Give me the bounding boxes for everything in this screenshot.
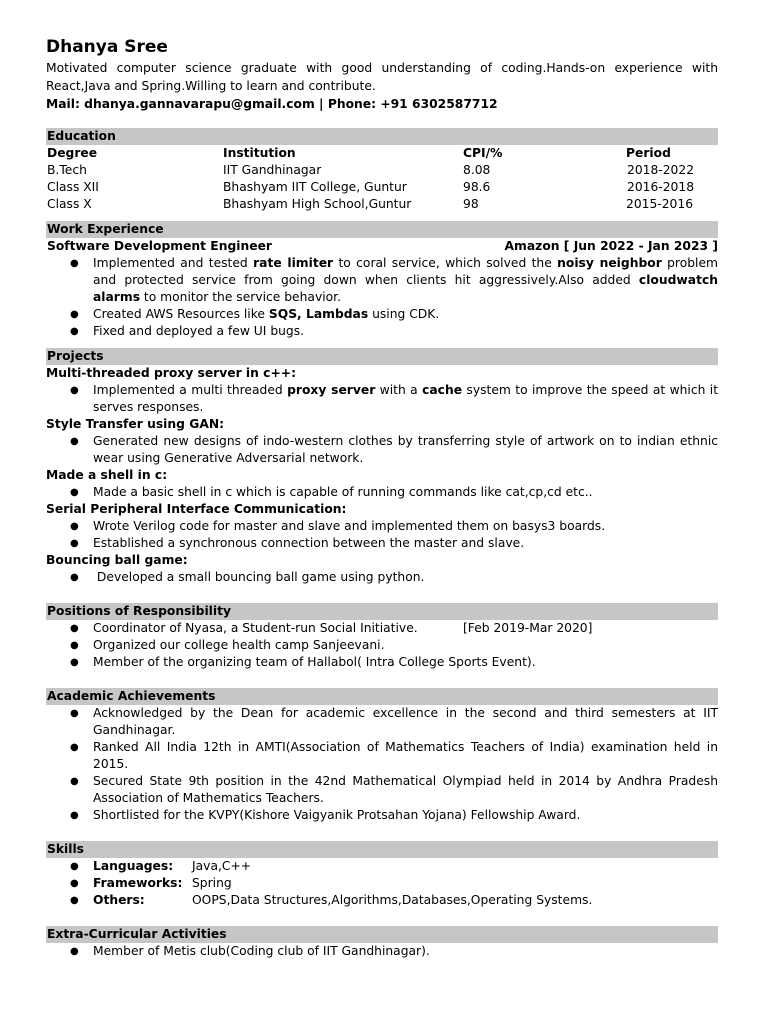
skills-heading: Skills — [46, 841, 718, 858]
col-institution: Institution — [223, 146, 296, 160]
achievement-text: Shortlisted for the KVPY(Kishore Vaigyanik Protsahan Yojana) Fellowship Award. — [93, 808, 581, 822]
bullet-icon: ● — [70, 521, 79, 532]
achievements-heading: Academic Achievements — [46, 688, 718, 705]
extracurricular-heading: Extra-Curricular Activities — [46, 926, 718, 943]
period-cell: 2018-2022 — [627, 163, 695, 177]
project-bullet-text: Developed a small bouncing ball game using python. — [93, 570, 425, 584]
education-row — [46, 196, 718, 213]
work-role-row — [46, 238, 718, 255]
list-item — [46, 518, 718, 535]
period-cell: 2016-2018 — [627, 180, 695, 194]
education-section — [46, 128, 718, 213]
summary-text: Motivated computer science graduate with good understanding of coding.Hands-on experience with React,Java and Spring.Willing to learn and contribute. — [46, 61, 718, 93]
bullet-icon: ● — [70, 895, 79, 906]
education-heading: Education — [46, 128, 718, 145]
project-bullet-rich: Implemented a multi threaded proxy server with a cache system to improve the speed at which it serves responses. — [93, 383, 719, 414]
list-item — [46, 637, 718, 654]
bullet-icon: ● — [70, 878, 79, 889]
list-item — [46, 306, 718, 323]
project-bullets — [46, 484, 718, 501]
skill-value: Java,C++ — [192, 859, 252, 873]
activity-text: Member of Metis club(Coding club of IIT Gandhinagar). — [93, 944, 430, 958]
list-item — [46, 433, 718, 467]
extracurricular-section — [46, 926, 718, 960]
col-cpi: CPI/% — [463, 146, 503, 160]
list-item — [46, 255, 718, 306]
institution-cell: Bhashyam IIT College, Guntur — [223, 180, 407, 194]
work-bullet-rich: Implemented and tested rate limiter to coral service, which solved the noisy neighbor problem and protected service from going down when clients hit aggressively.Also added cloudwatch alarms to monitor the service behavior. — [93, 256, 719, 304]
bullet-icon: ● — [70, 657, 79, 668]
skill-label: Others: — [93, 893, 145, 907]
list-item — [46, 620, 718, 637]
skill-value: OOPS,Data Structures,Algorithms,Databases,Operating Systems. — [192, 893, 593, 907]
project-title: Serial Peripheral Interface Communication: — [46, 502, 347, 516]
work-bullet-text: Fixed and deployed a few UI bugs. — [93, 324, 305, 338]
project-bullet-text: Wrote Verilog code for master and slave and implemented them on basys3 boards. — [93, 519, 606, 533]
list-item — [46, 875, 718, 892]
cpi-cell: 98 — [463, 197, 479, 211]
work-heading: Work Experience — [46, 221, 718, 238]
skill-value: Spring — [192, 876, 232, 890]
degree-cell: Class XII — [47, 180, 99, 194]
bullet-icon: ● — [70, 946, 79, 957]
project-title: Multi-threaded proxy server in c++: — [46, 366, 296, 380]
position-text: Organized our college health camp Sanjeevani. — [93, 638, 385, 652]
list-item — [46, 382, 718, 416]
contact-line: Mail: dhanya.gannavarapu@gmail.com | Phone: +91 6302587712 — [46, 97, 498, 111]
position-text: Coordinator of Nyasa, a Student-run Social Initiative. — [93, 621, 418, 635]
achievement-text: Secured State 9th position in the 42nd Mathematical Olympiad held in 2014 by Andhra Pradesh Association of Mathematics Teachers. — [93, 774, 718, 805]
positions-section — [46, 603, 718, 671]
projects-heading: Projects — [46, 348, 718, 365]
bullet-icon: ● — [70, 385, 79, 396]
education-header-row — [46, 145, 718, 162]
list-item — [46, 705, 718, 739]
position-date: [Feb 2019-Mar 2020] — [463, 621, 593, 635]
work-bullet-rich: Created AWS Resources like SQS, Lambdas using CDK. — [93, 307, 440, 321]
project-title: Made a shell in c: — [46, 468, 168, 482]
education-row — [46, 162, 718, 179]
bullet-icon: ● — [70, 776, 79, 787]
achievement-text: Ranked All India 12th in AMTI(Association of Mathematics Teachers of India) examination held in 2015. — [93, 740, 718, 771]
candidate-name: Dhanya Sree — [46, 37, 168, 57]
bullet-icon: ● — [70, 640, 79, 651]
list-item — [46, 535, 718, 552]
project-title: Bouncing ball game: — [46, 553, 188, 567]
work-section — [46, 221, 718, 340]
bullet-icon: ● — [70, 258, 79, 269]
bullet-icon: ● — [70, 742, 79, 753]
list-item — [46, 892, 718, 909]
list-item — [46, 654, 718, 671]
skill-label: Languages: — [93, 859, 174, 873]
list-item — [46, 484, 718, 501]
achievement-text: Acknowledged by the Dean for academic excellence in the second and third semesters at IIT Gandhinagar. — [93, 706, 718, 737]
bullet-icon: ● — [70, 861, 79, 872]
project-bullets — [46, 569, 718, 586]
list-item — [46, 858, 718, 875]
bullet-icon: ● — [70, 326, 79, 337]
list-item — [46, 323, 718, 340]
degree-cell: Class X — [47, 197, 92, 211]
list-item — [46, 943, 718, 960]
project-bullet-text: Made a basic shell in c which is capable of running commands like cat,cp,cd etc.. — [93, 485, 593, 499]
col-degree: Degree — [47, 146, 98, 160]
bullet-icon: ● — [70, 487, 79, 498]
col-period: Period — [626, 146, 671, 160]
job-title: Software Development Engineer — [47, 239, 272, 253]
education-row — [46, 179, 718, 196]
company-dates: Amazon [ Jun 2022 - Jan 2023 ] — [504, 239, 718, 253]
list-item — [46, 807, 718, 824]
work-bullets — [46, 255, 718, 340]
project-bullets — [46, 433, 718, 467]
project-bullet-text: Established a synchronous connection between the master and slave. — [93, 536, 525, 550]
bullet-icon: ● — [70, 309, 79, 320]
position-text: Member of the organizing team of Hallabol( Intra College Sports Event). — [93, 655, 536, 669]
projects-section — [46, 348, 718, 586]
project-bullets — [46, 518, 718, 552]
degree-cell: B.Tech — [47, 163, 87, 177]
achievements-bullets — [46, 705, 718, 824]
positions-bullets — [46, 620, 718, 671]
list-item — [46, 739, 718, 773]
period-cell: 2015-2016 — [626, 197, 694, 211]
resume-page — [46, 36, 718, 960]
bullet-icon: ● — [70, 810, 79, 821]
positions-heading: Positions of Responsibility — [46, 603, 718, 620]
cpi-cell: 98.6 — [463, 180, 491, 194]
bullet-icon: ● — [70, 436, 79, 447]
bullet-icon: ● — [70, 538, 79, 549]
skills-list — [46, 858, 718, 909]
institution-cell: Bhashyam High School,Guntur — [223, 197, 412, 211]
project-bullets — [46, 382, 718, 416]
extracurricular-bullets — [46, 943, 718, 960]
cpi-cell: 8.08 — [463, 163, 491, 177]
skills-section — [46, 841, 718, 909]
achievements-section — [46, 688, 718, 824]
bullet-icon: ● — [70, 623, 79, 634]
institution-cell: IIT Gandhinagar — [223, 163, 322, 177]
bullet-icon: ● — [70, 708, 79, 719]
skill-label: Frameworks: — [93, 876, 183, 890]
list-item — [46, 773, 718, 807]
project-bullet-text: Generated new designs of indo-western clothes by transferring style of artwork on to indian ethnic wear using Generative Adversarial network. — [93, 434, 718, 465]
project-title: Style Transfer using GAN: — [46, 417, 225, 431]
list-item — [46, 569, 718, 586]
bullet-icon: ● — [70, 572, 79, 583]
